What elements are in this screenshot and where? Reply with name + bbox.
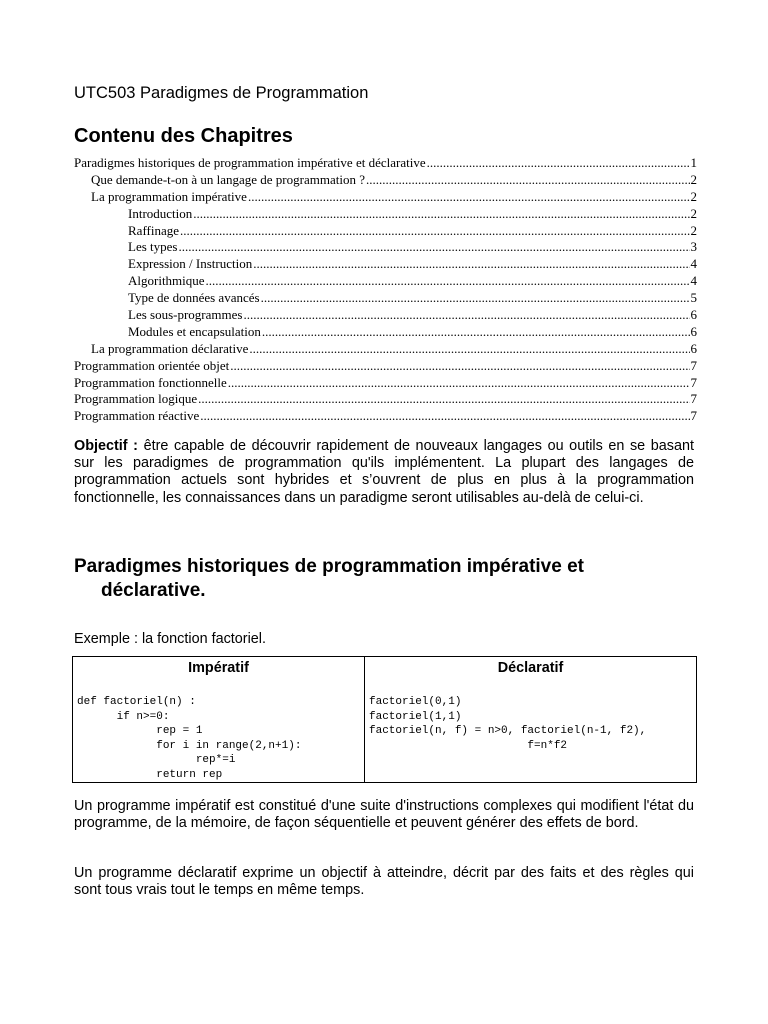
- toc-entry[interactable]: [74, 155, 697, 172]
- toc-entry-label: Les types: [128, 239, 178, 255]
- toc-entry[interactable]: [74, 256, 697, 273]
- toc-entry-label: Programmation logique: [74, 391, 198, 407]
- imperatif-cell: [73, 683, 365, 783]
- toc-dot-leader: [366, 172, 690, 189]
- factoriel-comparison-table: [72, 656, 697, 783]
- toc-entry-label: La programmation déclarative: [91, 340, 249, 356]
- toc-entry-label: Algorithmique: [128, 273, 205, 289]
- toc-entry-label: La programmation impérative: [91, 188, 247, 204]
- toc-entry[interactable]: [74, 189, 697, 206]
- objectif-text: être capable de découvrir rapidement de nouveaux langages ou outils en se basant sur les paradigmes de programmation qu'ils implémentent. La plupart des langages de programmation actuels sont hybrides et s’ouvrent de plus en plus à la programmation fonctionnelle, les connaissances dans un paradigme seront utilisables au-delà de celui-ci.: [74, 438, 694, 506]
- toc-entry[interactable]: [74, 206, 697, 223]
- toc-heading: Contenu des Chapitres: [74, 125, 293, 147]
- toc-dot-leader: [180, 223, 689, 240]
- toc-dot-leader: [243, 307, 689, 324]
- declaratif-code: factoriel(0,1) factoriel(1,1) factoriel(n, f) = n>0, factoriel(n-1, f2), f=n*f2: [369, 696, 647, 752]
- toc-entry-page: 6: [690, 307, 697, 323]
- toc-entry-page: 3: [690, 239, 697, 255]
- toc-entry-label: Que demande-t-on à un langage de programmation ?: [91, 171, 365, 187]
- toc-dot-leader: [427, 155, 690, 172]
- toc-dot-leader: [249, 341, 689, 358]
- toc-entry-label: Programmation réactive: [74, 408, 200, 424]
- toc-entry-label: Paradigmes historiques de programmation impérative et déclarative: [74, 155, 426, 170]
- section-heading: [74, 555, 694, 603]
- toc-dot-leader: [262, 324, 690, 341]
- toc-entry[interactable]: [74, 375, 697, 392]
- toc-dot-leader: [193, 206, 689, 223]
- toc-dot-leader: [200, 408, 689, 425]
- toc-entry-page: 1: [690, 155, 697, 170]
- toc-entry-label: Programmation fonctionnelle: [74, 374, 227, 390]
- declaratif-paragraph: Un programme déclaratif exprime un objectif à atteindre, décrit par des faits et des règles qui sont tous vrais tout le temps en même temps.: [74, 865, 694, 899]
- objectif-label: Objectif :: [74, 438, 138, 454]
- declaratif-cell: [365, 683, 697, 783]
- table-of-contents: [74, 155, 697, 425]
- toc-dot-leader: [228, 375, 690, 392]
- toc-entry[interactable]: [74, 307, 697, 324]
- toc-entry-page: 7: [690, 408, 697, 424]
- toc-entry-page: 7: [690, 391, 697, 407]
- toc-entry-page: 2: [690, 171, 697, 187]
- toc-entry-label: Introduction: [128, 205, 193, 221]
- toc-entry[interactable]: [74, 290, 697, 307]
- toc-entry-page: 2: [690, 205, 697, 221]
- header-declaratif: Déclaratif: [365, 657, 697, 684]
- toc-entry[interactable]: [74, 408, 697, 425]
- toc-entry-page: 4: [690, 273, 697, 289]
- imperatif-code: def factoriel(n) : if n>=0: rep = 1 for i in range(2,n+1): rep*=i return rep: [77, 696, 302, 781]
- toc-entry-page: 6: [690, 323, 697, 339]
- objectif-paragraph: [74, 438, 694, 507]
- toc-dot-leader: [206, 273, 690, 290]
- toc-entry[interactable]: [74, 239, 697, 256]
- toc-entry-page: 7: [690, 374, 697, 390]
- header-imperatif: Impératif: [73, 657, 365, 684]
- toc-dot-leader: [261, 290, 690, 307]
- toc-entry[interactable]: [74, 273, 697, 290]
- toc-entry-label: Modules et encapsulation: [128, 323, 261, 339]
- section-heading-line1: Paradigmes historiques de programmation impérative et: [74, 556, 584, 577]
- toc-entry-page: 6: [690, 340, 697, 356]
- toc-entry[interactable]: [74, 172, 697, 189]
- toc-entry-label: Programmation orientée objet: [74, 357, 230, 373]
- toc-entry[interactable]: [74, 358, 697, 375]
- toc-entry-label: Raffinage: [128, 222, 180, 238]
- toc-dot-leader: [198, 391, 689, 408]
- section-heading-line2: déclarative.: [101, 580, 206, 601]
- toc-dot-leader: [230, 358, 689, 375]
- toc-entry[interactable]: [74, 391, 697, 408]
- imperatif-paragraph: Un programme impératif est constitué d'une suite d'instructions complexes qui modifient l'état du programme, de la mémoire, de façon séquentielle et peuvent générer des effets de bord.: [74, 798, 694, 832]
- toc-dot-leader: [248, 189, 690, 206]
- toc-entry-label: Expression / Instruction: [128, 256, 253, 272]
- toc-dot-leader: [178, 239, 689, 256]
- document-title: UTC503 Paradigmes de Programmation: [74, 84, 369, 102]
- toc-entry-page: 2: [690, 188, 697, 204]
- toc-entry[interactable]: [74, 341, 697, 358]
- toc-entry[interactable]: [74, 324, 697, 341]
- example-intro: Exemple : la fonction factoriel.: [74, 631, 266, 647]
- toc-dot-leader: [253, 256, 689, 273]
- toc-entry-page: 5: [690, 290, 697, 306]
- toc-entry-page: 7: [690, 357, 697, 373]
- toc-entry-page: 4: [690, 256, 697, 272]
- toc-entry[interactable]: [74, 223, 697, 240]
- toc-entry-page: 2: [690, 222, 697, 238]
- toc-entry-label: Les sous-programmes: [128, 307, 243, 323]
- toc-entry-label: Type de données avancés: [128, 290, 260, 306]
